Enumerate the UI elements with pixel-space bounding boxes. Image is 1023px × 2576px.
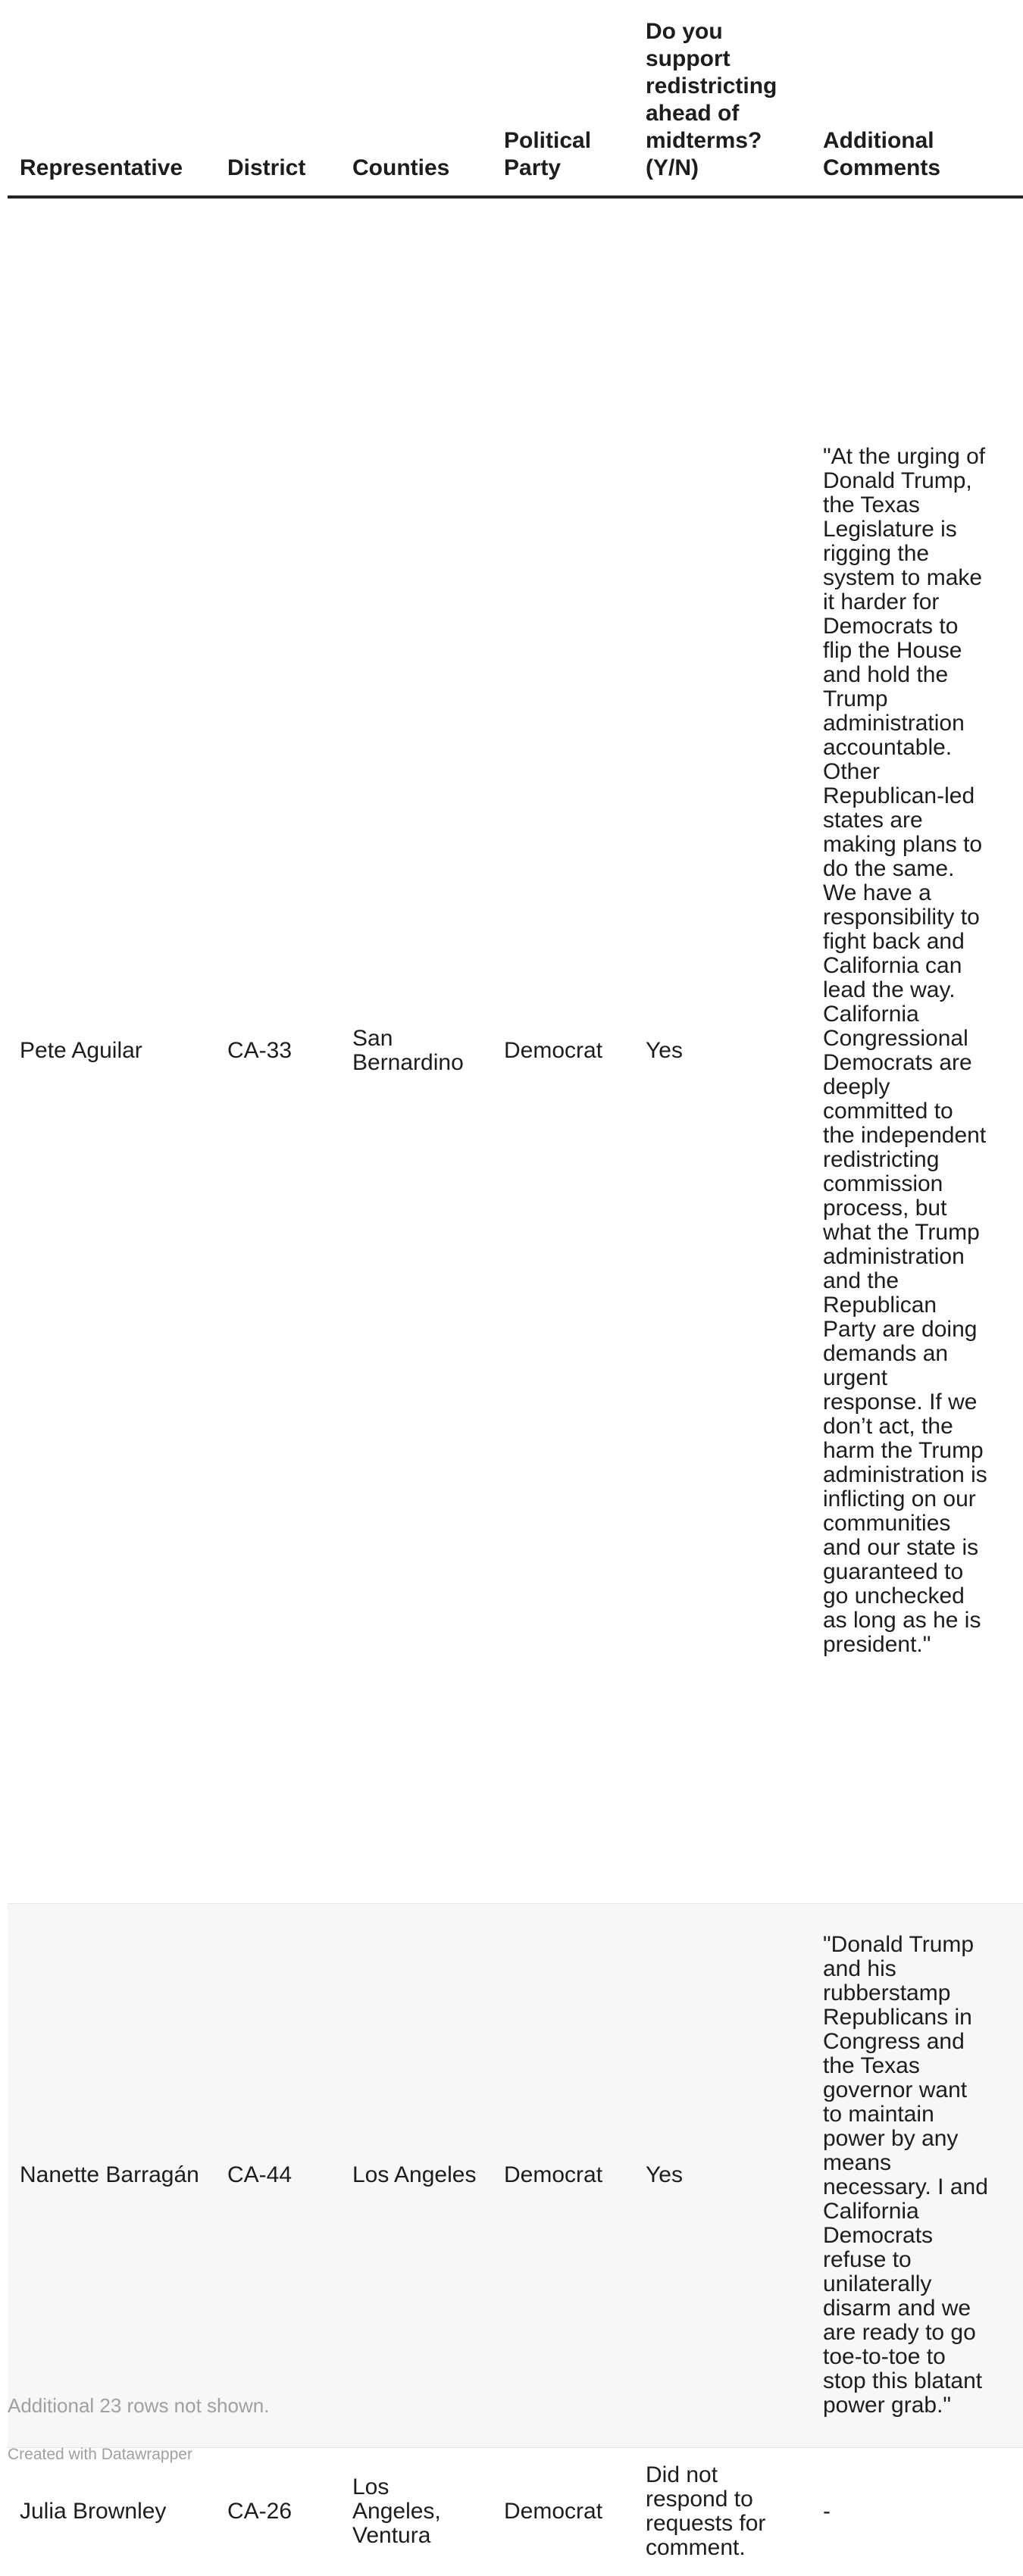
table-row [8, 2447, 1023, 2576]
cell-party: Democrat [492, 197, 634, 1903]
cell-comment [811, 1903, 1023, 2447]
representatives-table [8, 0, 1023, 2576]
cell-comment [811, 197, 1023, 1903]
cell-counties: San Bernardino [340, 197, 492, 1903]
table-container [8, 0, 988, 2576]
cell-support: Yes [634, 197, 811, 1903]
cell-district: CA-44 [215, 1903, 340, 2447]
table-header-row [8, 0, 1023, 197]
table-notes: Additional 23 rows not shown. [8, 2394, 270, 2417]
cell-counties: Los Angeles [340, 1903, 492, 2447]
header-counties[interactable]: Counties [340, 0, 492, 197]
table-row [8, 1903, 1023, 2447]
header-political-party[interactable]: Political Party [492, 0, 634, 197]
comment-text: - [823, 2499, 831, 2524]
cell-representative: Pete Aguilar [8, 197, 215, 1903]
cell-party: Democrat [504, 2499, 603, 2524]
table-row [8, 197, 1023, 1903]
header-redistricting-support[interactable]: Do you support redistricting ahead of midterms? (Y/N) [634, 0, 811, 197]
cell-support: Yes [634, 1903, 811, 2447]
header-district[interactable]: District [215, 0, 340, 197]
cell-party: Democrat [492, 1903, 634, 2447]
cell-comment [811, 2447, 1023, 2576]
cell-support: Did not respond to requests for comment. [646, 2462, 766, 2561]
cell-district: CA-33 [215, 197, 340, 1903]
cell-counties: Los Angeles, Ventura [352, 2474, 441, 2549]
header-representative[interactable]: Representative [8, 0, 215, 197]
comment-text: "At the urging of Donald Trump, the Texas Legislature is rigging the system to make it harder for Democrats to flip the House and hold the Trump administration accountable. Other Republican-led states are making plans to do the same. We have a responsibility to fight back and California can lead the way. California Congressional Democrats are deeply committed to the independent redistricting commission process, but what the Trump administration and the Republican Party are doing demands an urgent response. If we don’t act, the harm the Trump administration is inflicting on our communities and our state is guaranteed to go unchecked as long as he is president." [823, 443, 987, 1657]
comment-text: "Donald Trump and his rubberstamp Republicans in Congress and the Texas governor want to maintain power by any means necessary. I and California Democrats refuse to unilaterally disarm and we are ready to go toe-to-toe to stop this blatant power grab." [823, 1932, 988, 2418]
header-additional-comments[interactable]: Additional Comments [811, 0, 1023, 197]
datawrapper-credit-link[interactable]: Created with Datawrapper [8, 2446, 192, 2463]
cell-district: CA-26 [227, 2499, 293, 2524]
cell-representative: Nanette Barragán [8, 1903, 215, 2447]
cell-representative: Julia Brownley [20, 2499, 167, 2524]
